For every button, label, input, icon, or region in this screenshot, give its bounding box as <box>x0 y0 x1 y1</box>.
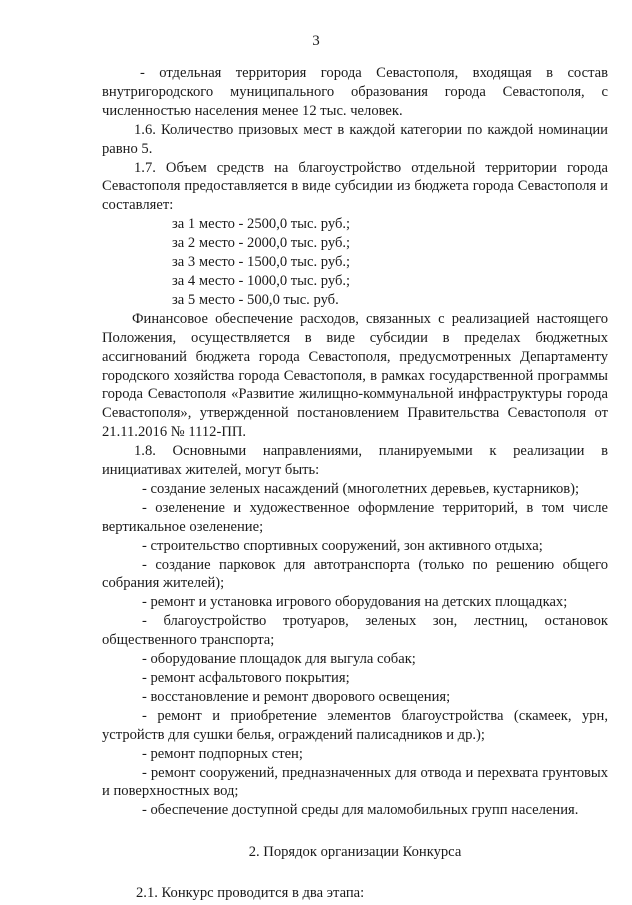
prize-list <box>102 215 608 310</box>
directions-list <box>102 480 608 820</box>
section-2-title: 2. Порядок организации Конкурса <box>248 844 462 861</box>
prize-item-3: за 3 место - 1500,0 тыс. руб.; <box>172 254 351 271</box>
paragraph-1-7: 1.7. Объем средств на благоустройство отдельной территории города Севастополя предоставляется в виде субсидии из бюджета города Севастополя и составляет: <box>102 159 608 214</box>
paragraph-2-1: 2.1. Конкурс проводится в два этапа: <box>136 885 365 902</box>
direction-item: - восстановление и ремонт дворового освещения; <box>142 688 451 705</box>
direction-item: - ремонт сооружений, предназначенных для отвода и перехвата грунтовых и поверхностных вод; <box>102 764 608 800</box>
direction-item: - ремонт асфальтового покрытия; <box>142 670 350 686</box>
paragraph-1-8: 1.8. Основными направлениями, планируемыми к реализации в инициативах жителей, могут быть: <box>102 443 608 479</box>
direction-item: - строительство спортивных сооружений, зон активного отдыха; <box>142 537 543 554</box>
document-body <box>102 64 608 903</box>
page-number: 3 <box>312 33 320 49</box>
direction-item: - оборудование площадок для выгула собак; <box>142 651 416 668</box>
direction-item: - обеспечение доступной среды для маломобильных групп населения. <box>142 802 579 819</box>
direction-item: - озеленение и художественное оформление территорий, в том числе вертикальное озеленение; <box>102 499 608 535</box>
direction-item: - ремонт и установка игрового оборудования на детских площадках; <box>142 594 568 611</box>
direction-item: - ремонт и приобретение элементов благоустройства (скамеек, урн, устройств для сушки белья, ограждений палисадников и др.); <box>102 707 608 743</box>
prize-item-5: за 5 место - 500,0 тыс. руб. <box>172 291 339 308</box>
prize-item-2: за 2 место - 2000,0 тыс. руб.; <box>172 235 351 252</box>
direction-item: - благоустройство тротуаров, зеленых зон, лестниц, остановок общественного транспорта; <box>102 613 608 649</box>
paragraph-financing: Финансовое обеспечение расходов, связанных с реализацией настоящего Положения, осуществляется в виде субсидии в пределах бюджетных ассигнований бюджета города Севастополя, предусмотренных Департаменту городского хозяйства города Севастополя, в рамках государственной программы города Севастополя «Развитие жилищно-коммунальной инфраструктуры города Севастополя», утвержденной постановлением Правительства Севастополя от 21.11.2016 № 1112-ПП. <box>102 310 608 441</box>
direction-item: - ремонт подпорных стен; <box>142 745 303 762</box>
direction-item: - создание зеленых насаждений (многолетних деревьев, кустарников); <box>142 480 580 497</box>
paragraph-intro-item: - отдельная территория города Севастополя, входящая в состав внутригородского муниципального образования города Севастополя, с численностью населения менее 12 тыс. человек. <box>102 65 608 119</box>
prize-item-4: за 4 место - 1000,0 тыс. руб.; <box>172 272 351 289</box>
direction-item: - создание парковок для автотранспорта (только по решению общего собрания жителей); <box>102 556 608 592</box>
paragraph-1-6: 1.6. Количество призовых мест в каждой категории по каждой номинации равно 5. <box>102 121 608 157</box>
prize-item-1: за 1 место - 2500,0 тыс. руб.; <box>172 216 351 233</box>
